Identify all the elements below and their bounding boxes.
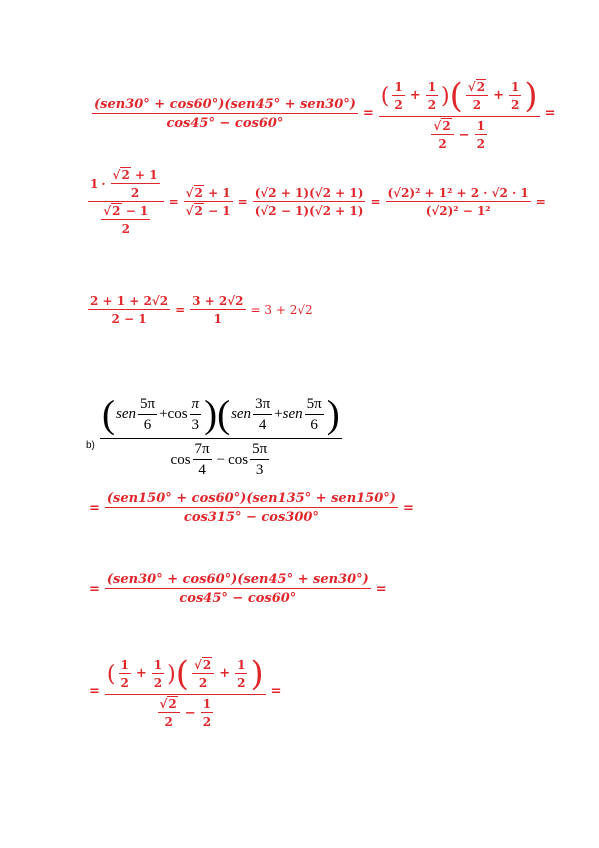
equals-sign: = (544, 106, 556, 121)
equation-line-1 (90, 76, 558, 151)
equation-line-7: = ( $\frac{1}{2}$ + $\frac{1}{2}$ ) √ ( $\frac{2}{2}$ + $\frac{1}{2}$ ) √ $\frac{2}{2}$ − $\frac{1}{2}$ = (86, 654, 285, 729)
result: = 3 + 2√2 (250, 303, 313, 317)
part-b-label: b) (86, 440, 95, 451)
equation-line-6: = $\frac{\text{(sen30° + cos60°)(sen45° + sen30°)}}{\cos 45^\circ - \cos 60^\circ}$ = (89, 572, 387, 606)
trig-fraction-1 (92, 97, 358, 131)
numerator: (sen30° + cos60°)(sen45° + sen30°) (94, 96, 356, 112)
sum-fraction: $\frac{2 + 1 + 2√2}{2 - 1}$ (90, 294, 169, 326)
part-b-expression: ( sen $\frac{5\pi}{6}$ + cos $\frac{\pi}{3}$ ) ( sen $\frac{3\pi}{4}$ + sen $\frac{5\pi}{6}$ ) cos $\frac{7\pi}{4}$ − cos $\frac{5\pi}{3}$ (98, 392, 344, 479)
expanded-fraction: $\frac{\text{(√2)² + 1² + 2 · √2 · 1}}{\text{(√2)² − 1²}}$ (387, 186, 529, 218)
denominator: cos45° − cos60° (166, 115, 284, 131)
equals-sign: = (362, 106, 374, 121)
equation-line-5: = $\frac{\text{(sen150° + cos60°)(sen135° + sen150°)}}{\cos 315^\circ - \cos 300^\circ}$ = (89, 491, 414, 525)
simplified-fraction: $\frac{3 + 2√2}{1}$ (192, 294, 244, 326)
numeric-fraction-1: ( $\frac{1}{2}$ + $\frac{1}{2}$ ) √ ( $\frac{2}{2}$ + $\frac{1}{2}$ ) √ $\frac{2}{2}$ − $\frac{1}{2}$ (379, 76, 540, 151)
radical-fraction: √ 2 + 1 √ 2 − 1 (184, 186, 233, 218)
complex-fraction: 1 · √ $\frac{2 + 1}{2}$ √ $\frac{2 - 1}{2}$ (88, 168, 164, 236)
rationalized-fraction: $\frac{(√2 + 1)(√2 + 1)}{(√2 - 1)(√2 + 1)}$ (254, 186, 364, 218)
equation-line-2: 1 · √ $\frac{2 + 1}{2}$ √ $\frac{2 - 1}{2}$ = √ 2 + 1 √ 2 − 1 = $\frac{(√2 + 1)(√2 + 1)}{(√2 - 1)(√2 + 1)}$ = $\frac{\text{(√2)² + 1² + 2 · √2 · 1}}{\text{(√2)² − 1²}}$ = (86, 168, 549, 236)
equation-line-3: $\frac{2 + 1 + 2√2}{2 - 1}$ = $\frac{3 + 2√2}{1}$ = 3 + 2√2 (90, 294, 313, 326)
